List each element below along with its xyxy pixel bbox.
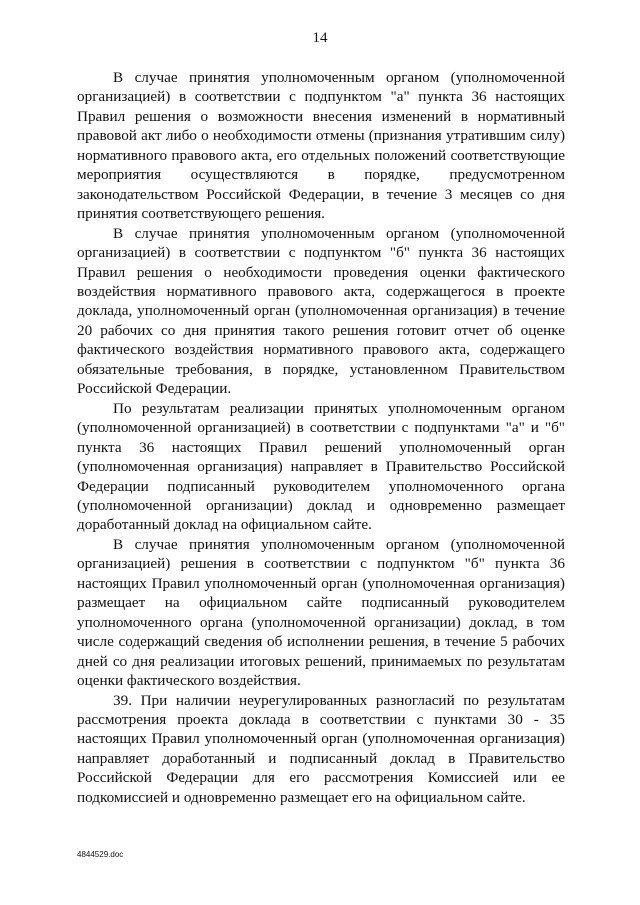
- paragraph-report-submission: По результатам реализации принятых уполномоченным органом (уполномоченной организацией) в соответствии с подпунктами "а" и "б" пункта 36 настоящих Правил решений уполномоченный орган (уполномоченная организация) направляет в Правительство Российской Федерации подписанный руководителем уполномоченного органа (уполномоченной организации) доклад и одновременно размещает доработанный доклад на официальном сайте.: [77, 399, 565, 534]
- page-number: 14: [312, 30, 328, 46]
- paragraph-impact-assessment: В случае принятия уполномоченным органом (уполномоченной организацией) в соответствии с подпунктом "б" пункта 36 настоящих Правил решения о необходимости проведения оценки фактического воздействия нормативного правового акта, содержащегося в проекте доклада, уполномоченный орган (уполномоченная организация) в течение 20 рабочих со дня принятия такого решения готовит отчет об оценке фактического воздействия нормативного правового акта, содержащего обязательные требования, в порядке, установленном Правительством Российской Федерации.: [77, 224, 565, 398]
- paragraph-item-39: 39. При наличии неурегулированных разногласий по результатам рассмотрения проекта доклада в соответствии с пунктами 30 - 35 настоящих Правил уполномоченный орган (уполномоченная организация) направляет доработанный и подписанный доклад в Правительство Российской Федерации для его рассмотрения Комиссией или ее подкомиссией и одновременно размещает его на официальном сайте.: [77, 691, 565, 806]
- paragraph-decision-changes: В случае принятия уполномоченным органом (уполномоченной организацией) в соответствии с подпунктом "а" пункта 36 настоящих Правил решения о возможности внесения изменений в нормативный правовой акт либо о необходимости отмены (признания утратившим силу) нормативного правового акта, его отдельных положений соответствующие мероприятия осуществляются в порядке, предусмотренном законодательством Российской Федерации, в течение 3 месяцев со дня принятия соответствующего решения.: [77, 69, 565, 223]
- paragraph-report-publication: В случае принятия уполномоченным органом (уполномоченной организацией) решения в соответствии с подпунктом "б" пункта 36 настоящих Правил уполномоченный орган (уполномоченная организация) размещает на официальном сайте подписанный руководителем уполномоченного органа (уполномоченной организации) доклад, в том числе содержащий сведения об исполнении решения, в течение 5 рабочих дней со дня реализации итоговых решений, принимаемых по результатам оценки фактического воздействия.: [77, 535, 565, 690]
- footer-filename: 4844529.doc: [77, 850, 124, 859]
- document-body: [77, 68, 565, 807]
